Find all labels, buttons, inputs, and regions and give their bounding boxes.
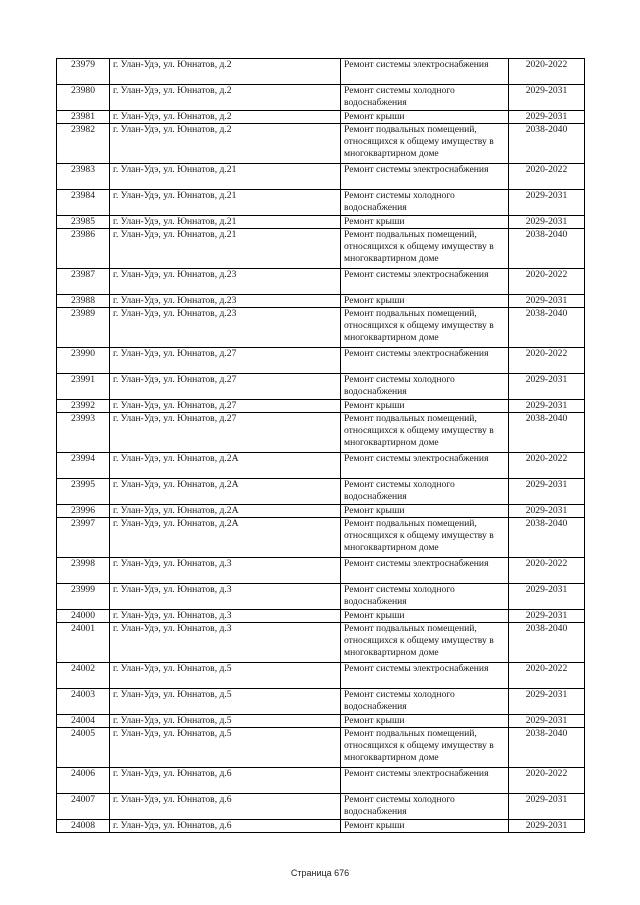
work-type-cell: Ремонт системы электроснабжения xyxy=(341,453,509,479)
table-row xyxy=(57,610,585,623)
work-type-cell: Ремонт системы холодного водоснабжения xyxy=(341,479,509,505)
address-cell: г. Улан-Удэ, ул. Юннатов, д.2А xyxy=(110,479,341,505)
work-type-cell: Ремонт системы электроснабжения xyxy=(341,558,509,584)
table-row xyxy=(57,479,585,505)
address-cell: г. Улан-Удэ, ул. Юннатов, д.6 xyxy=(110,794,341,820)
period-cell: 2029-2031 xyxy=(509,715,585,728)
address-cell: г. Улан-Удэ, ул. Юннатов, д.21 xyxy=(110,216,341,229)
address-cell: г. Улан-Удэ, ул. Юннатов, д.5 xyxy=(110,689,341,715)
work-type-cell: Ремонт крыши xyxy=(341,400,509,413)
row-id-cell: 24005 xyxy=(57,728,110,768)
period-cell: 2038-2040 xyxy=(509,413,585,453)
table-row xyxy=(57,518,585,558)
period-cell: 2029-2031 xyxy=(509,794,585,820)
row-id-cell: 24004 xyxy=(57,715,110,728)
address-cell: г. Улан-Удэ, ул. Юннатов, д.3 xyxy=(110,558,341,584)
row-id-cell: 24006 xyxy=(57,768,110,794)
period-cell: 2029-2031 xyxy=(509,479,585,505)
address-cell: г. Улан-Удэ, ул. Юннатов, д.3 xyxy=(110,623,341,663)
period-cell: 2029-2031 xyxy=(509,820,585,833)
row-id-cell: 23983 xyxy=(57,164,110,190)
work-type-cell: Ремонт системы холодного водоснабжения xyxy=(341,584,509,610)
address-cell: г. Улан-Удэ, ул. Юннатов, д.2 xyxy=(110,59,341,85)
table-row xyxy=(57,794,585,820)
row-id-cell: 23991 xyxy=(57,374,110,400)
period-cell: 2029-2031 xyxy=(509,584,585,610)
address-cell: г. Улан-Удэ, ул. Юннатов, д.2 xyxy=(110,85,341,111)
row-id-cell: 23986 xyxy=(57,229,110,269)
table-row xyxy=(57,689,585,715)
address-cell: г. Улан-Удэ, ул. Юннатов, д.6 xyxy=(110,820,341,833)
period-cell: 2038-2040 xyxy=(509,518,585,558)
work-type-cell: Ремонт подвальных помещений, относящихся к общему имуществу в многоквартирном доме xyxy=(341,229,509,269)
work-type-cell: Ремонт системы электроснабжения xyxy=(341,269,509,295)
row-id-cell: 24002 xyxy=(57,663,110,689)
row-id-cell: 23979 xyxy=(57,59,110,85)
period-cell: 2029-2031 xyxy=(509,689,585,715)
address-cell: г. Улан-Удэ, ул. Юннатов, д.23 xyxy=(110,308,341,348)
period-cell: 2020-2022 xyxy=(509,348,585,374)
table-row xyxy=(57,164,585,190)
row-id-cell: 23981 xyxy=(57,111,110,124)
table-row xyxy=(57,400,585,413)
table-row xyxy=(57,269,585,295)
row-id-cell: 23984 xyxy=(57,190,110,216)
period-cell: 2029-2031 xyxy=(509,610,585,623)
address-cell: г. Улан-Удэ, ул. Юннатов, д.2 xyxy=(110,124,341,164)
period-cell: 2020-2022 xyxy=(509,768,585,794)
table-row xyxy=(57,295,585,308)
repair-schedule-table xyxy=(56,58,585,833)
address-cell: г. Улан-Удэ, ул. Юннатов, д.27 xyxy=(110,413,341,453)
row-id-cell: 23985 xyxy=(57,216,110,229)
address-cell: г. Улан-Удэ, ул. Юннатов, д.27 xyxy=(110,374,341,400)
table-row xyxy=(57,374,585,400)
table-row xyxy=(57,229,585,269)
table-row xyxy=(57,190,585,216)
period-cell: 2029-2031 xyxy=(509,295,585,308)
row-id-cell: 23997 xyxy=(57,518,110,558)
row-id-cell: 24008 xyxy=(57,820,110,833)
work-type-cell: Ремонт подвальных помещений, относящихся к общему имуществу в многоквартирном доме xyxy=(341,728,509,768)
table-row xyxy=(57,728,585,768)
table-row xyxy=(57,124,585,164)
work-type-cell: Ремонт системы холодного водоснабжения xyxy=(341,85,509,111)
work-type-cell: Ремонт системы холодного водоснабжения xyxy=(341,374,509,400)
table-body xyxy=(57,59,585,833)
period-cell: 2029-2031 xyxy=(509,216,585,229)
row-id-cell: 23980 xyxy=(57,85,110,111)
period-cell: 2020-2022 xyxy=(509,558,585,584)
period-cell: 2029-2031 xyxy=(509,190,585,216)
address-cell: г. Улан-Удэ, ул. Юннатов, д.3 xyxy=(110,610,341,623)
row-id-cell: 23992 xyxy=(57,400,110,413)
address-cell: г. Улан-Удэ, ул. Юннатов, д.3 xyxy=(110,584,341,610)
address-cell: г. Улан-Удэ, ул. Юннатов, д.21 xyxy=(110,229,341,269)
period-cell: 2020-2022 xyxy=(509,663,585,689)
period-cell: 2038-2040 xyxy=(509,229,585,269)
period-cell: 2038-2040 xyxy=(509,728,585,768)
period-cell: 2038-2040 xyxy=(509,124,585,164)
table-row xyxy=(57,505,585,518)
table-row xyxy=(57,558,585,584)
address-cell: г. Улан-Удэ, ул. Юннатов, д.2 xyxy=(110,111,341,124)
address-cell: г. Улан-Удэ, ул. Юннатов, д.2А xyxy=(110,505,341,518)
address-cell: г. Улан-Удэ, ул. Юннатов, д.23 xyxy=(110,269,341,295)
work-type-cell: Ремонт подвальных помещений, относящихся к общему имуществу в многоквартирном доме xyxy=(341,518,509,558)
work-type-cell: Ремонт системы электроснабжения xyxy=(341,663,509,689)
address-cell: г. Улан-Удэ, ул. Юннатов, д.21 xyxy=(110,190,341,216)
table-row xyxy=(57,715,585,728)
work-type-cell: Ремонт подвальных помещений, относящихся к общему имуществу в многоквартирном доме xyxy=(341,308,509,348)
table-row xyxy=(57,85,585,111)
table-row xyxy=(57,111,585,124)
row-id-cell: 23993 xyxy=(57,413,110,453)
work-type-cell: Ремонт крыши xyxy=(341,295,509,308)
row-id-cell: 23988 xyxy=(57,295,110,308)
row-id-cell: 23999 xyxy=(57,584,110,610)
work-type-cell: Ремонт крыши xyxy=(341,111,509,124)
work-type-cell: Ремонт крыши xyxy=(341,216,509,229)
period-cell: 2029-2031 xyxy=(509,505,585,518)
row-id-cell: 24000 xyxy=(57,610,110,623)
work-type-cell: Ремонт системы электроснабжения xyxy=(341,768,509,794)
period-cell: 2029-2031 xyxy=(509,374,585,400)
row-id-cell: 24003 xyxy=(57,689,110,715)
row-id-cell: 23990 xyxy=(57,348,110,374)
address-cell: г. Улан-Удэ, ул. Юннатов, д.2А xyxy=(110,518,341,558)
period-cell: 2029-2031 xyxy=(509,85,585,111)
address-cell: г. Улан-Удэ, ул. Юннатов, д.6 xyxy=(110,768,341,794)
table-row xyxy=(57,308,585,348)
address-cell: г. Улан-Удэ, ул. Юннатов, д.21 xyxy=(110,164,341,190)
period-cell: 2038-2040 xyxy=(509,623,585,663)
table-row xyxy=(57,216,585,229)
work-type-cell: Ремонт крыши xyxy=(341,820,509,833)
row-id-cell: 23987 xyxy=(57,269,110,295)
table-row xyxy=(57,413,585,453)
row-id-cell: 23998 xyxy=(57,558,110,584)
work-type-cell: Ремонт системы холодного водоснабжения xyxy=(341,190,509,216)
period-cell: 2029-2031 xyxy=(509,111,585,124)
row-id-cell: 24007 xyxy=(57,794,110,820)
work-type-cell: Ремонт системы электроснабжения xyxy=(341,59,509,85)
period-cell: 2020-2022 xyxy=(509,164,585,190)
work-type-cell: Ремонт подвальных помещений, относящихся к общему имуществу в многоквартирном доме xyxy=(341,623,509,663)
row-id-cell: 23982 xyxy=(57,124,110,164)
period-cell: 2029-2031 xyxy=(509,400,585,413)
address-cell: г. Улан-Удэ, ул. Юннатов, д.27 xyxy=(110,348,341,374)
work-type-cell: Ремонт подвальных помещений, относящихся к общему имуществу в многоквартирном доме xyxy=(341,413,509,453)
work-type-cell: Ремонт крыши xyxy=(341,610,509,623)
row-id-cell: 23994 xyxy=(57,453,110,479)
table-row xyxy=(57,348,585,374)
table-row xyxy=(57,584,585,610)
page-number: Страница 676 xyxy=(290,868,350,878)
work-type-cell: Ремонт системы холодного водоснабжения xyxy=(341,794,509,820)
work-type-cell: Ремонт крыши xyxy=(341,505,509,518)
period-cell: 2020-2022 xyxy=(509,453,585,479)
work-type-cell: Ремонт крыши xyxy=(341,715,509,728)
work-type-cell: Ремонт системы электроснабжения xyxy=(341,348,509,374)
address-cell: г. Улан-Удэ, ул. Юннатов, д.5 xyxy=(110,715,341,728)
table-row xyxy=(57,663,585,689)
row-id-cell: 23995 xyxy=(57,479,110,505)
period-cell: 2038-2040 xyxy=(509,308,585,348)
period-cell: 2020-2022 xyxy=(509,59,585,85)
work-type-cell: Ремонт подвальных помещений, относящихся к общему имуществу в многоквартирном доме xyxy=(341,124,509,164)
table-row xyxy=(57,768,585,794)
address-cell: г. Улан-Удэ, ул. Юннатов, д.2А xyxy=(110,453,341,479)
address-cell: г. Улан-Удэ, ул. Юннатов, д.5 xyxy=(110,728,341,768)
address-cell: г. Улан-Удэ, ул. Юннатов, д.23 xyxy=(110,295,341,308)
work-type-cell: Ремонт системы холодного водоснабжения xyxy=(341,689,509,715)
table-row xyxy=(57,623,585,663)
row-id-cell: 24001 xyxy=(57,623,110,663)
work-type-cell: Ремонт системы электроснабжения xyxy=(341,164,509,190)
row-id-cell: 23989 xyxy=(57,308,110,348)
address-cell: г. Улан-Удэ, ул. Юннатов, д.5 xyxy=(110,663,341,689)
table-row xyxy=(57,820,585,833)
period-cell: 2020-2022 xyxy=(509,269,585,295)
table-row xyxy=(57,453,585,479)
row-id-cell: 23996 xyxy=(57,505,110,518)
address-cell: г. Улан-Удэ, ул. Юннатов, д.27 xyxy=(110,400,341,413)
table-row xyxy=(57,59,585,85)
